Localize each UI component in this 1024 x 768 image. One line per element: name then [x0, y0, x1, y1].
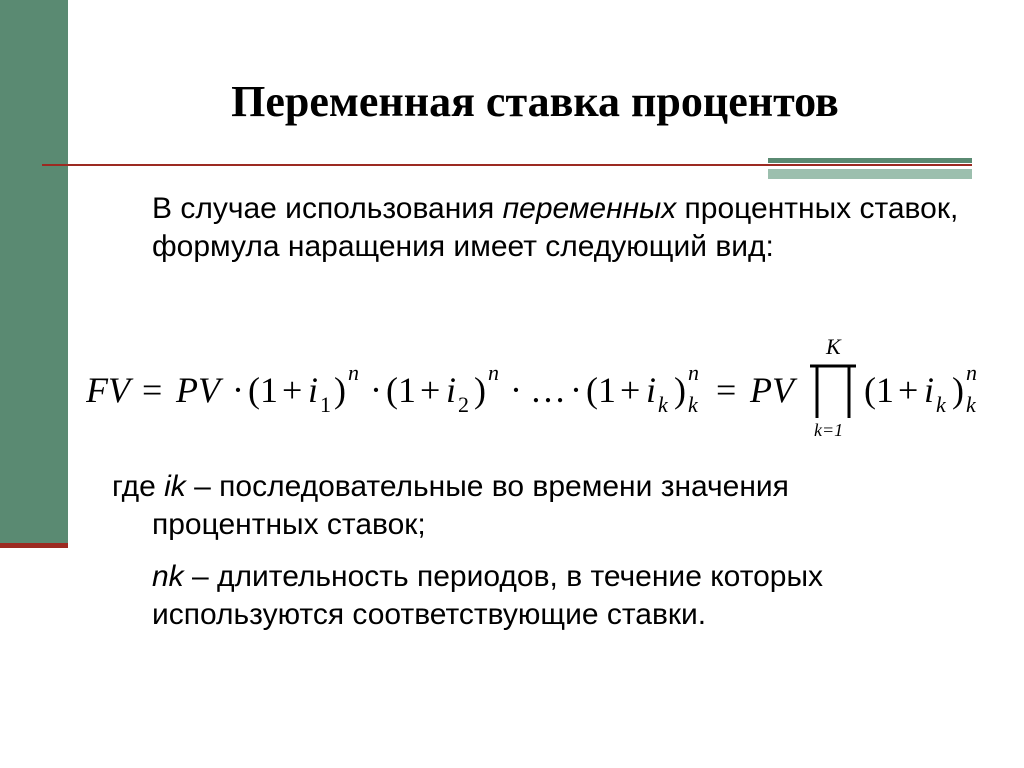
formula-dot-2: · [370, 370, 382, 410]
formula-exp-2: n [488, 360, 499, 385]
product-sign [810, 366, 856, 418]
where-prefix: где [112, 470, 165, 503]
sidebar-accent-line [0, 543, 68, 548]
formula-pv-2: PV [750, 370, 794, 410]
slide-title: Переменная ставка процентов [231, 77, 839, 126]
intro-text-before: В случае использования [152, 192, 503, 225]
formula-plus-3: + [620, 370, 641, 410]
where-paragraph [112, 468, 972, 544]
formula-plus-2: + [420, 370, 441, 410]
title-accent-bar-light [768, 169, 972, 179]
product-lower-limit: k=1 [814, 420, 844, 440]
formula-equals-1: = [142, 370, 163, 410]
where-symbol: ik [164, 470, 186, 503]
intro-text-after: процентных ставок, формула наращения имеет следующий вид: [152, 192, 959, 263]
formula-close-3: ) [674, 370, 686, 410]
formula-close-1: ) [334, 370, 346, 410]
formula-pv-1: PV [176, 370, 220, 410]
title-accent-bar [768, 158, 972, 163]
formula-dot-1: · [232, 370, 244, 410]
formula-i-2: i [446, 370, 457, 410]
sidebar-decoration [0, 0, 68, 548]
where-text: – последовательные во времени значения [185, 470, 789, 503]
formula-equals-2: = [716, 370, 737, 410]
nk-symbol: nk [152, 560, 184, 593]
nk-paragraph [152, 558, 972, 634]
formula-fv: FV [86, 370, 130, 410]
where-continuation: процентных ставок; [152, 508, 426, 541]
formula-i-1: i [308, 370, 319, 410]
formula-plus-4: + [898, 370, 919, 410]
formula-dot-3: · [510, 370, 522, 410]
product-upper-limit: K [826, 334, 841, 359]
formula-exp-4-sub: k [966, 392, 976, 417]
nk-text: – длительность периодов, в течение которых используются соответствующие ставки. [152, 560, 824, 631]
formula-i-k-2: i [924, 370, 935, 410]
formula-sub-2: 2 [458, 392, 469, 417]
formula-ellipsis: … [530, 370, 566, 410]
formula-i-k: i [646, 370, 657, 410]
intro-paragraph [152, 190, 972, 266]
formula-open-1: (1 [248, 370, 278, 410]
formula [86, 330, 996, 440]
formula-close-2: ) [474, 370, 486, 410]
formula-sub-k: k [658, 392, 668, 417]
formula-open-2: (1 [386, 370, 416, 410]
intro-emphasis: переменных [502, 192, 677, 225]
formula-sub-1: 1 [320, 392, 331, 417]
formula-exp-3-sub: k [688, 392, 698, 417]
title-divider [42, 164, 972, 166]
formula-open-4: (1 [864, 370, 894, 410]
formula-exp-1: n [348, 360, 359, 385]
formula-dot-4: · [570, 370, 582, 410]
formula-exp-3: n [688, 360, 699, 385]
formula-exp-4: n [966, 360, 977, 385]
formula-plus-1: + [282, 370, 303, 410]
formula-sub-k-2: k [936, 392, 946, 417]
formula-close-4: ) [952, 370, 964, 410]
formula-open-3: (1 [586, 370, 616, 410]
